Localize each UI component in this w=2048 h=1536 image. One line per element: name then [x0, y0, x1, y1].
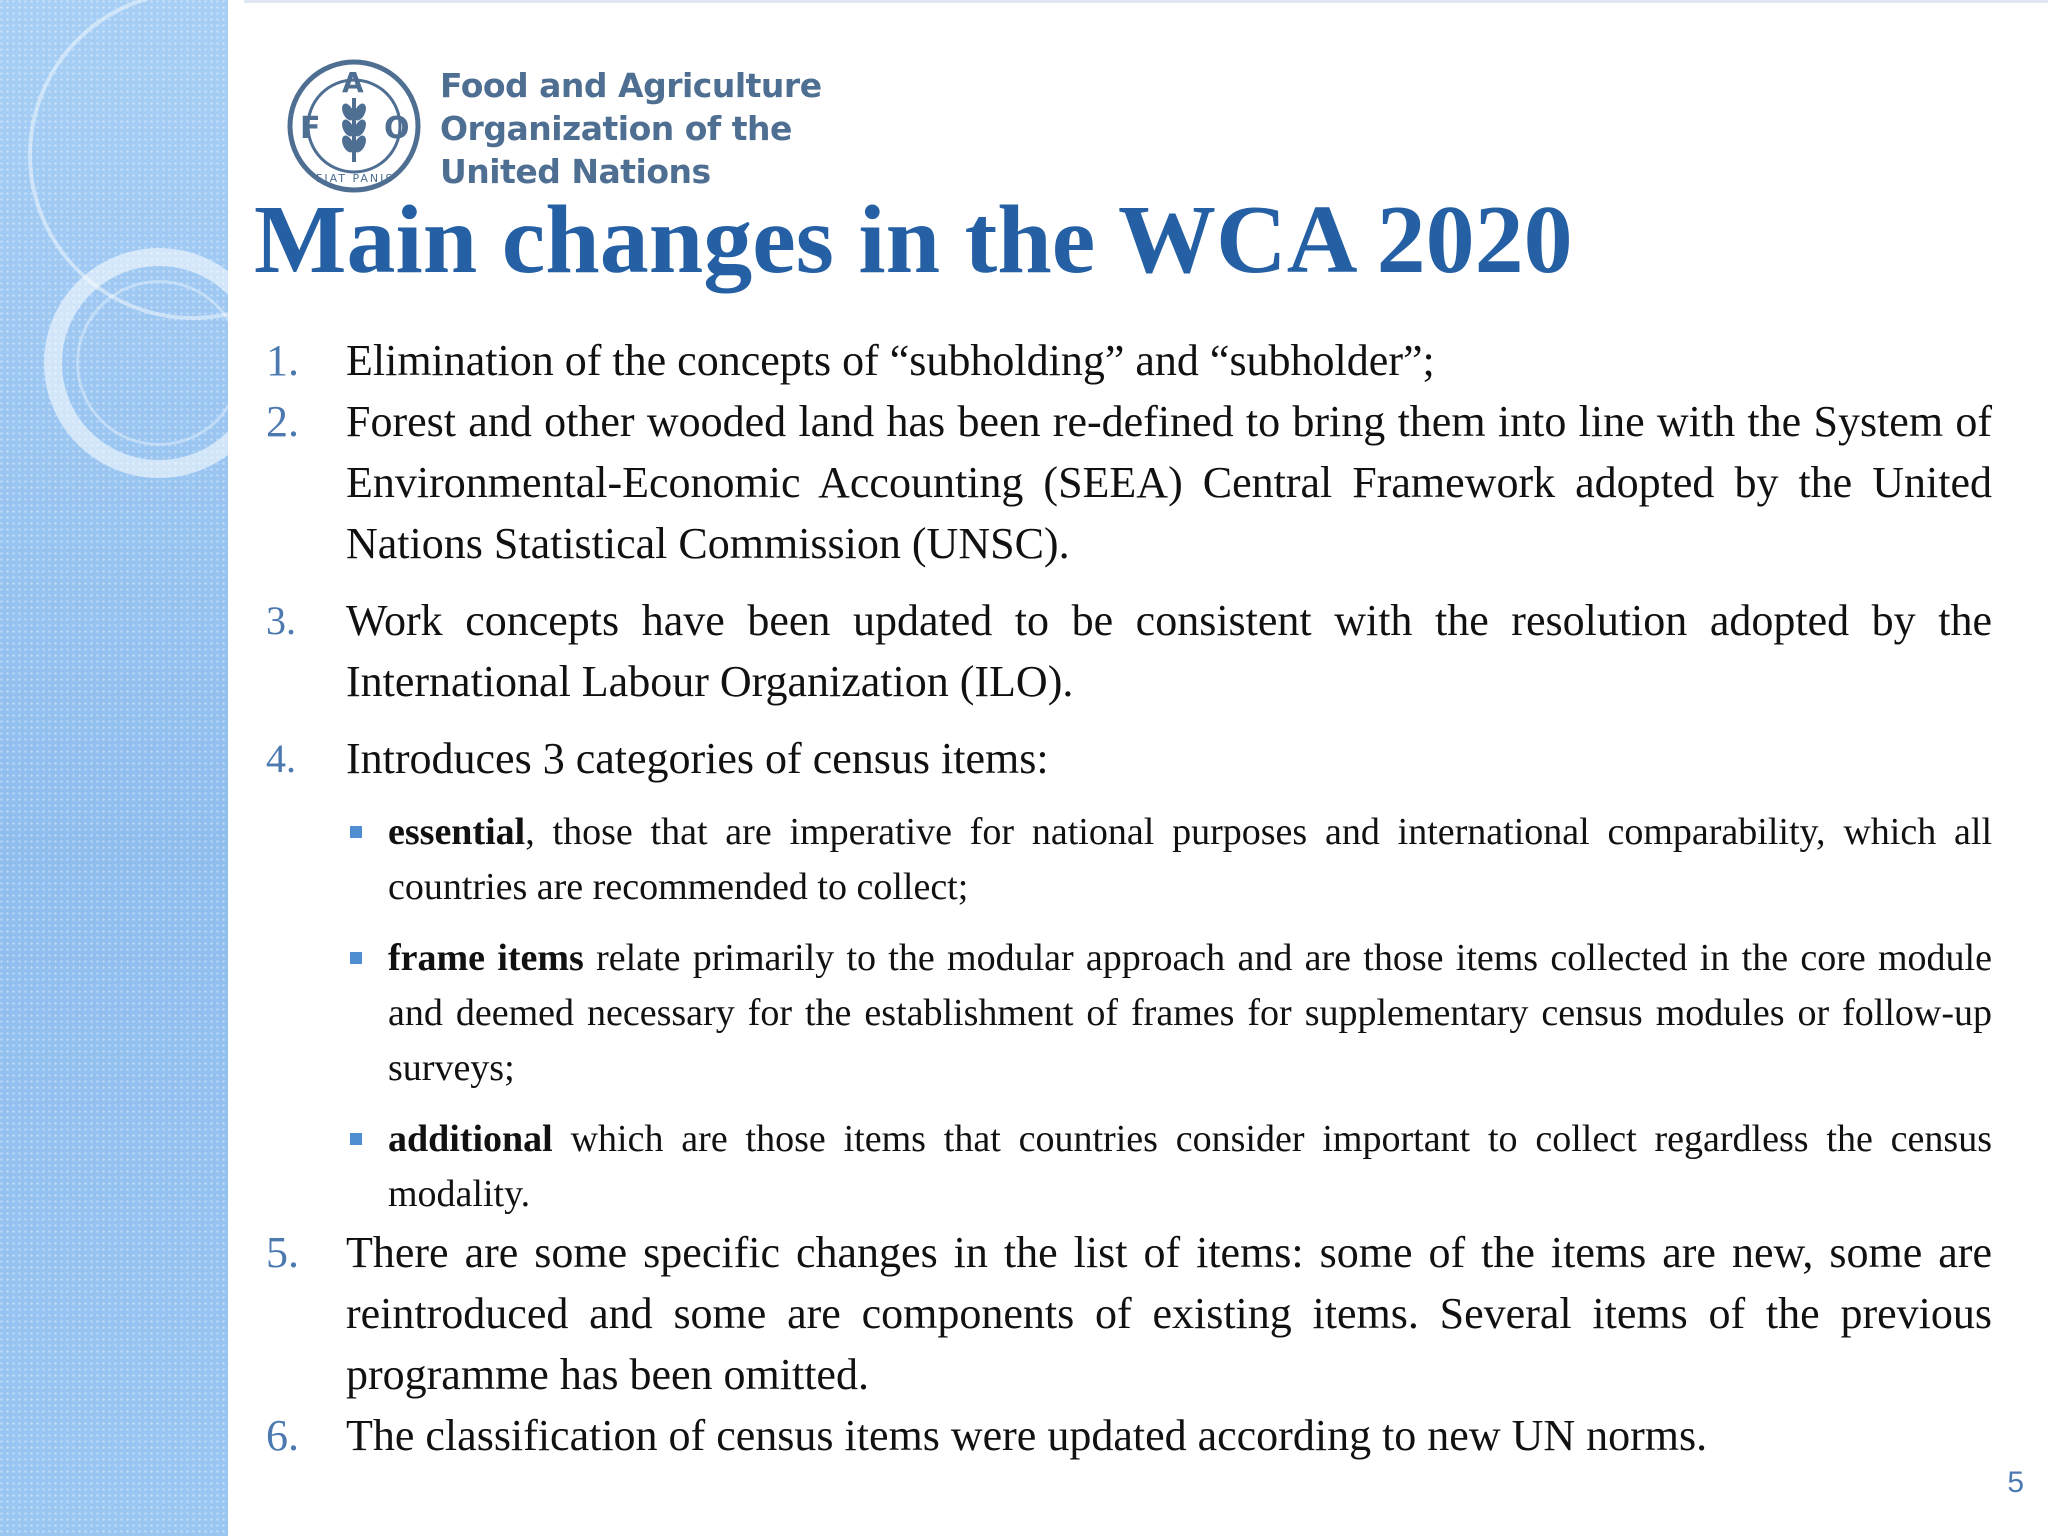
item-number: 3.: [266, 598, 296, 643]
logo-letter-a: A: [342, 66, 364, 99]
item-text: The classification of census items were updated according to new UN norms.: [346, 1411, 1708, 1460]
item-number: 1.: [266, 336, 299, 385]
slide-title: Main changes in the WCA 2020: [254, 186, 1573, 294]
decorative-sidebar: [0, 0, 228, 1536]
sidebar-border: [228, 0, 244, 1536]
item-number: 5.: [266, 1228, 299, 1277]
org-line: Organization of the: [440, 109, 792, 148]
list-item: [262, 391, 1992, 574]
logo-letter-f: F: [300, 111, 321, 146]
category-term: frame items: [388, 937, 584, 979]
square-bullet-icon: [350, 1133, 362, 1145]
category-text: relate primarily to the modular approach and are those items collected in the core module and deemed necessary for the establishment of frames for supplementary census modules or follow-up surveys;: [388, 937, 1992, 1089]
square-bullet-icon: [350, 952, 362, 964]
list-item: [262, 728, 1992, 789]
category-text: which are those items that countries consider important to collect regardless the census modality.: [388, 1118, 1992, 1215]
category-item: [262, 805, 1992, 915]
list-item: [262, 1222, 1992, 1405]
logo-motto: FIAT PANIS: [316, 172, 395, 185]
change-list: [262, 330, 1992, 1466]
logo-letter-o: O: [384, 111, 410, 146]
item-number: 4.: [266, 736, 296, 781]
top-rule: [244, 0, 2048, 3]
square-bullet-icon: [350, 826, 362, 838]
item-text: Forest and other wooded land has been re-defined to bring them into line with the System of Environmental-Economic Accounting (SEEA) Central Framework adopted by the United Nations Statistical Commission (UNSC).: [346, 397, 1992, 568]
item-number: 2.: [266, 397, 299, 446]
fao-emblem-icon: [286, 58, 422, 194]
item-text: Work concepts have been updated to be consistent with the resolution adopted by the International Labour Organization (ILO).: [346, 596, 1992, 706]
category-term: additional: [388, 1118, 553, 1160]
item-text: Elimination of the concepts of “subholding” and “subholder”;: [346, 336, 1435, 385]
list-item: [262, 1405, 1992, 1466]
list-item: [262, 590, 1992, 712]
item-number: 6.: [266, 1411, 299, 1460]
page-number: 5: [2007, 1466, 2024, 1499]
list-item: [262, 330, 1992, 391]
category-item: [262, 931, 1992, 1096]
category-term: essential: [388, 811, 526, 853]
organization-name: [440, 64, 822, 193]
org-line: United Nations: [440, 152, 711, 191]
category-text: , those that are imperative for national purposes and international comparability, which all countries are recommended to collect;: [388, 811, 1992, 908]
category-item: [262, 1112, 1992, 1222]
item-text: Introduces 3 categories of census items:: [346, 734, 1049, 783]
org-line: Food and Agriculture: [440, 66, 822, 105]
item-text: There are some specific changes in the list of items: some of the items are new, some are reintroduced and some are components of existing items. Several items of the previous programme has been omitted.: [346, 1228, 1992, 1399]
decorative-ring: [76, 280, 228, 446]
